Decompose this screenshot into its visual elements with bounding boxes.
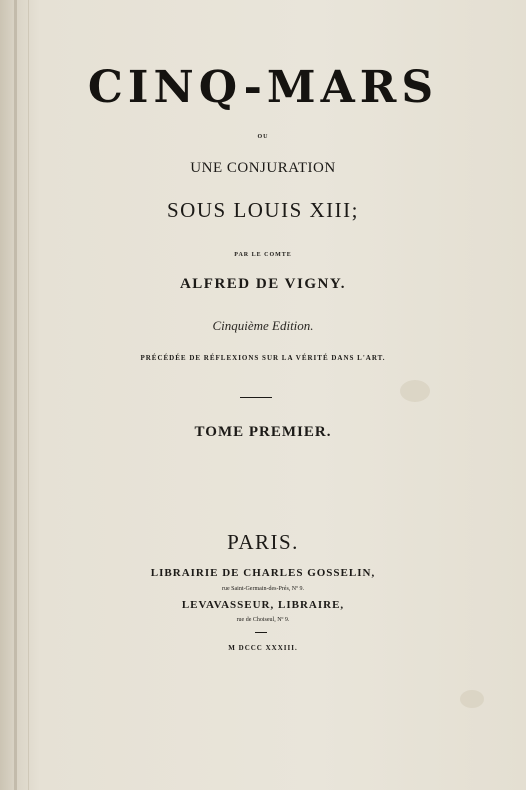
conjunction-ou: OU bbox=[257, 134, 269, 140]
edition-note: Cinquième Edition. bbox=[212, 318, 314, 333]
publisher-2-address: rue de Choiseul, Nº 9. bbox=[236, 617, 290, 623]
foxing-stain bbox=[460, 690, 484, 708]
divider-rule-small bbox=[255, 632, 267, 633]
publisher-1: LIBRAIRIE DE CHARLES GOSSELIN, bbox=[150, 567, 376, 579]
publisher-2: LEVAVASSEUR, LIBRAIRE, bbox=[181, 599, 345, 611]
publisher-1-address: rue Saint-Germain-des-Prés, Nº 9. bbox=[221, 586, 304, 592]
divider-rule bbox=[240, 397, 272, 398]
publication-year: M DCCC XXXIII. bbox=[228, 644, 298, 652]
foxing-stain bbox=[400, 380, 430, 402]
par-le-comte: PAR LE COMTE bbox=[234, 252, 292, 258]
book-title: CINQ-MARS bbox=[87, 62, 439, 113]
page-fold bbox=[28, 0, 29, 790]
preface-note: PRÉCÉDÉE DE RÉFLEXIONS SUR LA VÉRITÉ DANS L'ART. bbox=[140, 354, 386, 362]
volume-label: TOME PREMIER. bbox=[194, 424, 332, 440]
publication-city: PARIS. bbox=[227, 530, 299, 554]
subtitle-line-2: SOUS LOUIS XIII; bbox=[167, 198, 359, 222]
page-gutter bbox=[14, 0, 17, 790]
author-name: ALFRED DE VIGNY. bbox=[179, 276, 347, 292]
subtitle-line-1: UNE CONJURATION bbox=[190, 160, 336, 176]
